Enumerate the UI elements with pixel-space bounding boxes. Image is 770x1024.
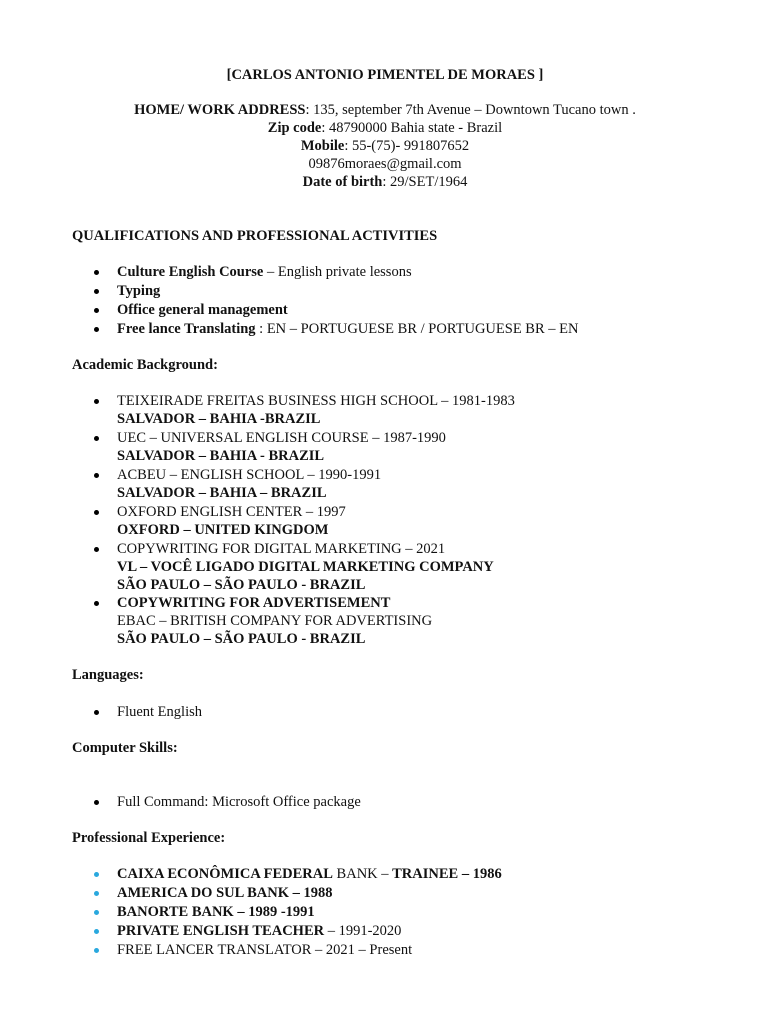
qualifications-list xyxy=(0,263,770,338)
qualification-title: Office general management xyxy=(117,302,288,318)
employer: AMERICA DO SUL BANK – 1988 xyxy=(117,885,333,901)
bullet-icon xyxy=(94,510,99,515)
skill-item: Full Command: Microsoft Office package xyxy=(117,794,361,810)
school-location: SALVADOR – BAHIA – BRAZIL xyxy=(117,485,327,501)
computer-skills-list xyxy=(0,793,770,811)
bullet-icon xyxy=(94,710,99,715)
address-value: : 135, september 7th Avenue – Downtown Tucano town . xyxy=(305,102,636,118)
dob-label: Date of birth xyxy=(302,174,383,190)
bullet-icon xyxy=(94,308,99,313)
academic-heading: Academic Background: xyxy=(72,357,218,373)
employer: BANORTE BANK – 1989 -1991 xyxy=(117,904,315,920)
list-item xyxy=(0,941,770,959)
bullet-icon xyxy=(94,327,99,332)
academic-list xyxy=(0,392,770,648)
school-name: TEIXEIRADE FREITAS BUSINESS HIGH SCHOOL – 1981-1983 xyxy=(117,393,515,409)
list-item xyxy=(0,503,770,539)
bullet-icon xyxy=(94,547,99,552)
zip-line xyxy=(0,119,770,137)
employer-detail: BANK – xyxy=(332,866,393,882)
list-item xyxy=(0,865,770,883)
mobile-value: : 55-(75)- 991807652 xyxy=(344,138,470,154)
school-name: COPYWRITING FOR ADVERTISEMENT xyxy=(117,595,391,611)
address-label: HOME/ WORK ADDRESS xyxy=(134,102,306,118)
school-location: SÃO PAULO – SÃO PAULO - BRAZIL xyxy=(117,577,366,593)
list-item xyxy=(0,793,770,811)
list-item xyxy=(0,594,770,648)
dob-value: : 29/SET/1964 xyxy=(382,174,468,190)
bullet-icon xyxy=(94,399,99,404)
school-location: SÃO PAULO – SÃO PAULO - BRAZIL xyxy=(117,631,366,647)
list-item xyxy=(0,922,770,940)
bullet-icon xyxy=(94,473,99,478)
list-item xyxy=(0,884,770,902)
employer-detail: – 1991-2020 xyxy=(324,923,402,939)
employer: CAIXA ECONÔMICA FEDERAL xyxy=(117,866,333,882)
address-line xyxy=(0,101,770,119)
qualification-detail: – English private lessons xyxy=(263,264,412,280)
candidate-name: [CARLOS ANTONIO PIMENTEL DE MORAES ] xyxy=(226,67,544,83)
school-company: EBAC – BRITISH COMPANY FOR ADVERTISING xyxy=(117,613,433,629)
school-name: ACBEU – ENGLISH SCHOOL – 1990-1991 xyxy=(117,467,382,483)
bullet-icon xyxy=(94,270,99,275)
school-company: VL – VOCÊ LIGADO DIGITAL MARKETING COMPANY xyxy=(117,559,494,575)
school-name: COPYWRITING FOR DIGITAL MARKETING – 2021 xyxy=(117,541,446,557)
mobile-label: Mobile xyxy=(300,138,345,154)
qualification-detail: : EN – PORTUGUESE BR / PORTUGUESE BR – EN xyxy=(255,321,579,337)
list-item xyxy=(0,263,770,281)
bullet-icon xyxy=(94,910,99,915)
list-item xyxy=(0,903,770,921)
qualification-title: Culture English Course xyxy=(117,264,264,280)
school-name: OXFORD ENGLISH CENTER – 1997 xyxy=(117,504,346,520)
list-item xyxy=(0,540,770,594)
qualification-title: Typing xyxy=(117,283,161,299)
bullet-icon xyxy=(94,800,99,805)
email: 09876moraes@gmail.com xyxy=(308,156,462,172)
experience-list xyxy=(0,865,770,959)
list-item xyxy=(0,282,770,300)
mobile-line xyxy=(0,137,770,155)
employer-detail: FREE LANCER TRANSLATOR – 2021 – Present xyxy=(117,942,413,958)
dob-line xyxy=(0,173,770,191)
bullet-icon xyxy=(94,436,99,441)
bullet-icon xyxy=(94,948,99,953)
experience-heading: Professional Experience: xyxy=(72,830,226,846)
employer: PRIVATE ENGLISH TEACHER xyxy=(117,923,325,939)
bullet-icon xyxy=(94,872,99,877)
qualifications-heading: QUALIFICATIONS AND PROFESSIONAL ACTIVITIES xyxy=(72,228,438,244)
languages-heading: Languages: xyxy=(72,667,144,683)
bullet-icon xyxy=(94,891,99,896)
role-period: TRAINEE – 1986 xyxy=(392,866,502,882)
school-location: SALVADOR – BAHIA - BRAZIL xyxy=(117,448,325,464)
school-location: OXFORD – UNITED KINGDOM xyxy=(117,522,329,538)
languages-list xyxy=(0,703,770,721)
list-item xyxy=(0,320,770,338)
bullet-icon xyxy=(94,601,99,606)
language-item: Fluent English xyxy=(117,704,202,720)
zip-label: Zip code xyxy=(267,120,322,136)
school-name: UEC – UNIVERSAL ENGLISH COURSE – 1987-1990 xyxy=(117,430,446,446)
list-item xyxy=(0,429,770,465)
list-item xyxy=(0,466,770,502)
computer-skills-heading: Computer Skills: xyxy=(72,740,178,756)
list-item xyxy=(0,703,770,721)
list-item xyxy=(0,392,770,428)
school-location: SALVADOR – BAHIA -BRAZIL xyxy=(117,411,321,427)
list-item xyxy=(0,301,770,319)
bullet-icon xyxy=(94,289,99,294)
bullet-icon xyxy=(94,929,99,934)
zip-value: : 48790000 Bahia state - Brazil xyxy=(321,120,503,136)
qualification-title: Free lance Translating xyxy=(117,321,256,337)
